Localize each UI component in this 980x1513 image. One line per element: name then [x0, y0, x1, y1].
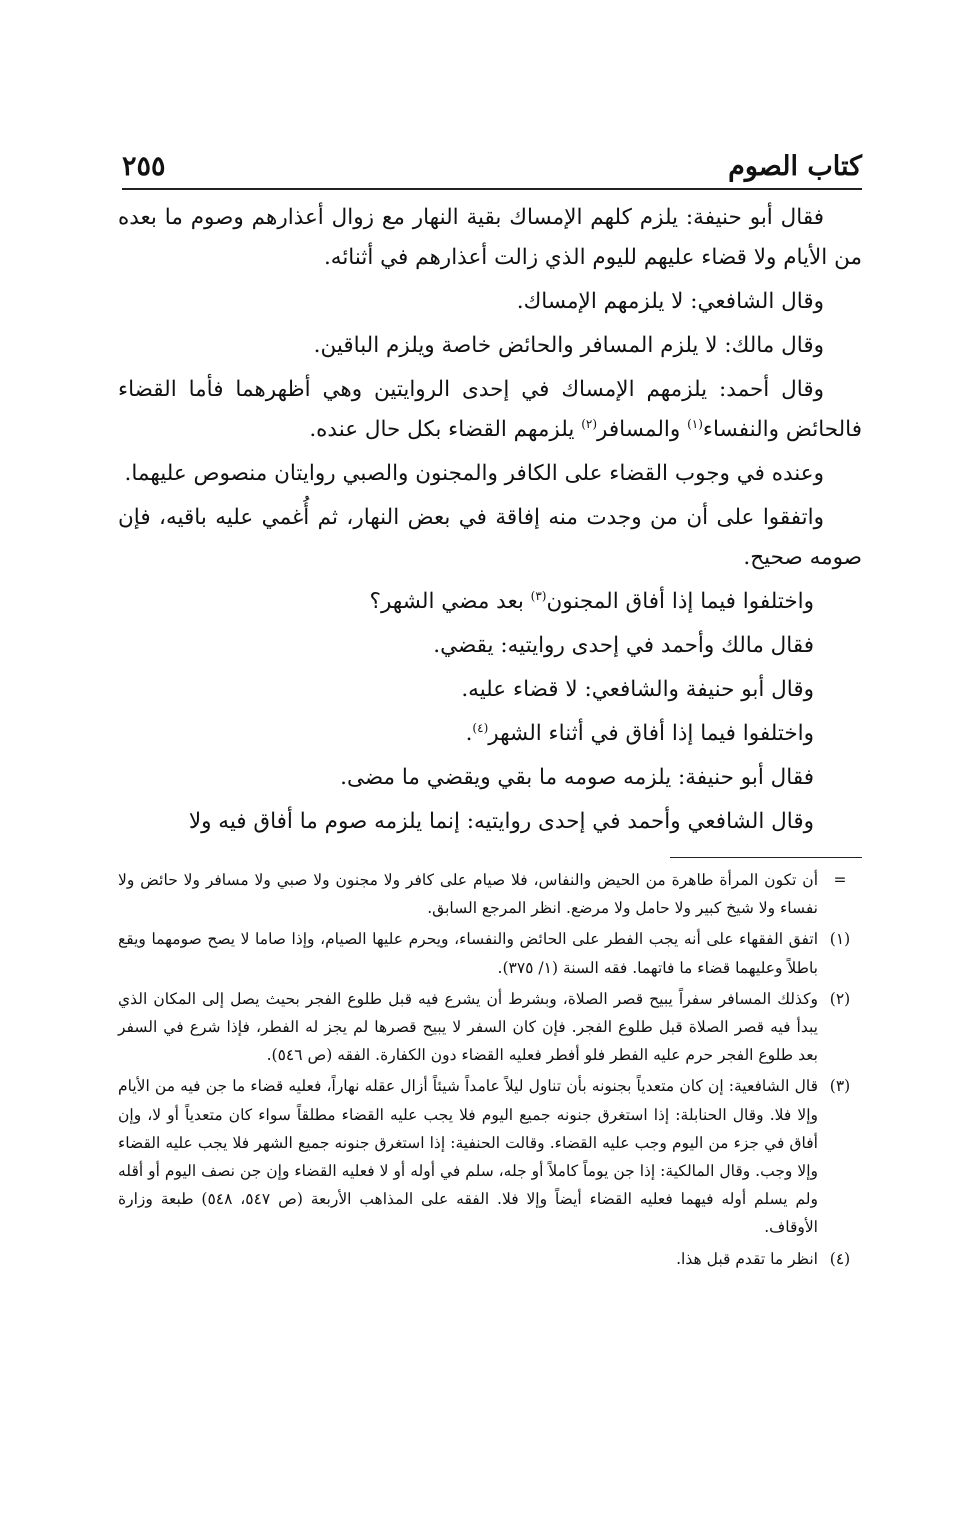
paragraph: وقال مالك: لا يلزم المسافر والحائض خاصة ويلزم الباقين. [313, 333, 824, 358]
paragraph-text: واختلفوا فيما إذا أفاق في أثناء الشهر [488, 721, 814, 746]
paragraph: وقال أبو حنيفة والشافعي: لا قضاء عليه. [461, 677, 814, 702]
footnote-separator [670, 857, 862, 858]
footnote-text: قال الشافعية: إن كان متعدياً بجنونه بأن تناول ليلاً عامداً شيئاً أزال عقله نهاراً، فعليه قضاء ما جن فيه من الأيام وإلا فلا. وقال الحنابلة: إذا استغرق جنونه جميع اليوم فلا يجب عليه القضاء مطلقاً سواء كان متعدياً أو لا، وإن أفاق في جزء من اليوم وجب عليه القضاء. وقالت الحنفية: إذا استغرق جنونه جميع الشهر فلا يجب عليه القضاء وإلا وجب. وقال المالكية: إذا جن يوماً كاملاً أو جله، سلم في أوله أو لا فعليه القضاء وإن جن نصف اليوم أو أقله ولم يسلم أوله فيهما فعليه القضاء أيضاً وإلا فلا. الفقه على المذاهب الأربعة (ص ٥٤٧، ٥٤٨) طبعة وزارة الأوقاف. [118, 1077, 818, 1237]
paragraph: وقال الشافعي: لا يلزمهم الإمساك. [516, 289, 824, 314]
paragraph: وعنده في وجوب القضاء على الكافر والمجنون والصبي روايتان منصوص عليهما. [124, 461, 824, 486]
footnote-marker: (٤) [829, 1249, 851, 1268]
footnotes [118, 866, 862, 1276]
page-header [122, 142, 862, 190]
footnote-text: اتفق الفقهاء على أنه يجب الفطر على الحائض والنفساء، ويحرم عليها الصيام، وإذا صاما لا يصح صومهما ويقع باطلاً وعليهما قضاء ما فاتهما. فقه السنة (١/ ٣٧٥). [118, 930, 818, 977]
paragraph-text: يلزمهم القضاء بكل حال عنده. [309, 417, 582, 442]
chapter-title: كتاب الصوم [728, 151, 862, 182]
footnote-text: وكذلك المسافر سفراً يبيح قصر الصلاة، وبشرط أن يشرع فيه قبل طلوع الفجر بحيث يصل إلى المكان الذي يبدأ فيه قصر الصلاة قبل طلوع الفجر. فإن كان السفر لا يبيح قصرها لم يجز له الفطر، فإذا شرع في السفر بعد طلوع الفجر حرم عليه الفطر فلو أفطر فعليه القضاء دون الكفارة. الفقه (ص ٥٤٦). [118, 989, 818, 1065]
footnote-marker: (١) [829, 930, 851, 949]
main-text [118, 198, 862, 846]
paragraph [118, 370, 862, 450]
footnote [118, 1072, 862, 1241]
paragraph [118, 714, 862, 754]
footnote-ref[interactable]: (٣) [530, 588, 547, 603]
paragraph: فقال أبو حنيفة: يلزم كلهم الإمساك بقية النهار مع زوال أعذارهم وصوم ما بعده من الأيام ولا قضاء عليهم لليوم الذي زالت أعذارهم في أثنائه. [118, 205, 862, 270]
paragraph-text: واختلفوا فيما إذا أفاق المجنون [546, 589, 814, 614]
footnote-text: انظر ما تقدم قبل هذا. [676, 1249, 818, 1268]
footnote-marker: (٣) [829, 1077, 851, 1096]
paragraph: فقال مالك وأحمد في إحدى روايتيه: يقضي. [433, 633, 814, 658]
footnote [118, 985, 862, 1070]
paragraph-text: والمسافر [597, 417, 688, 442]
paragraph: وقال الشافعي وأحمد في إحدى روايتيه: إنما يلزمه صوم ما أفاق فيه ولا [188, 809, 814, 834]
paragraph: واتفقوا على أن من وجدت منه إفاقة في بعض النهار، ثم أُغمي عليه باقيه، فإن صومه صحيح. [118, 505, 862, 570]
page-number: ٢٥٥ [122, 151, 166, 182]
paragraph: فقال أبو حنيفة: يلزمه صومه ما بقي ويقضي ما مضى. [340, 765, 814, 790]
footnote [118, 1245, 862, 1273]
footnote-text: أن تكون المرأة طاهرة من الحيض والنفاس، فلا صيام على كافر ولا مجنون ولا صبي ولا مسافر ولا حائض ولا نفساء ولا شيخ كبير ولا حامل ولا مرضع. انظر المرجع السابق. [118, 871, 818, 918]
paragraph-text: وقال أحمد: يلزمهم الإمساك في إحدى الروايتين وهي أظهرهما فأما القضاء فالحائض والنفساء [118, 377, 862, 442]
footnote-marker: = [833, 871, 847, 889]
footnote-ref[interactable]: (١) [687, 416, 703, 431]
footnote-ref[interactable]: (٢) [581, 416, 598, 431]
paragraph-text: . [465, 721, 473, 746]
footnote [118, 866, 862, 922]
footnote-marker: (٢) [829, 989, 851, 1008]
footnote [118, 925, 862, 981]
paragraph-text: بعد مضي الشهر؟ [369, 589, 531, 614]
paragraph [118, 582, 862, 622]
footnote-ref[interactable]: (٤) [472, 720, 489, 735]
